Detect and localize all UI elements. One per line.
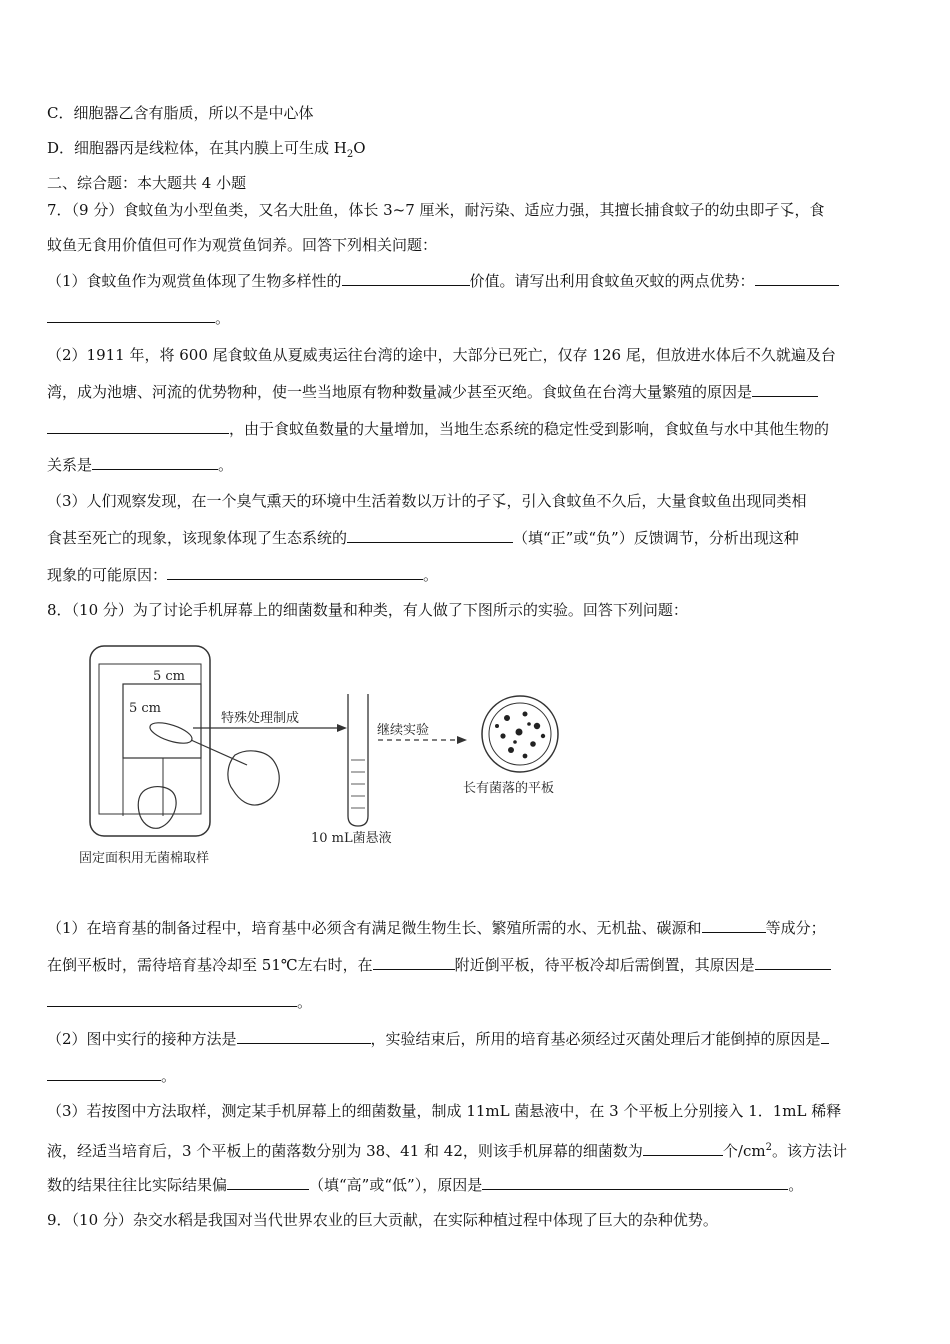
q9-stem: 9．（10 分）杂交水稻是我国对当代世界农业的巨大贡献，在实际种植过程中体现了巨大的杂种优势。 (47, 1211, 718, 1229)
option-d: D．细胞器丙是线粒体，在其内膜上可生成 $H_2O$ (47, 139, 366, 160)
cotton-swab-stick (191, 740, 247, 765)
q8-stem: 8．（10 分）为了讨论手机屏幕上的细菌数量和种类，有人做了下图所示的实验。回答下列问题： (47, 601, 688, 619)
option-c: C．细胞器乙含有脂质，所以不是中心体 (47, 104, 314, 122)
sample-area (123, 684, 201, 758)
answer-blank[interactable] (482, 1175, 788, 1190)
q8-part2-line1: （2）图中实行的接种方法是 ，实验结束后，所用的培育基必须经过灭菌处理后才能倒掉的原因是 (47, 1029, 829, 1049)
q7-part2-line3: ，由于食蚊鱼数量的大量增加，当地生态系统的稳定性受到影响，食蚊鱼与水中其他生物的 (47, 419, 829, 439)
q7-part3-line3: 现象的可能原因： 。 (47, 566, 439, 584)
answer-blank[interactable] (47, 308, 215, 323)
answer-blank[interactable] (342, 271, 470, 286)
label-5cm-left: 5 cm (129, 701, 162, 716)
phone-screen (99, 664, 201, 814)
answer-blank[interactable] (702, 918, 766, 933)
answer-blank[interactable] (47, 1066, 161, 1081)
q8-part1-line1: （1）在培育基的制备过程中，培育基中必须含有满足微生物生长、繁殖所需的水、无机盐、碳源和 等成分； (47, 919, 826, 937)
q7-part1-line1: （1）食蚊鱼作为观赏鱼体现了生物多样性的 价值。请写出利用食蚊鱼灭蚊的两点优势： (47, 271, 839, 291)
answer-blank[interactable] (821, 1029, 829, 1044)
answer-blank[interactable] (643, 1141, 723, 1156)
experiment-figure (75, 640, 595, 875)
answer-blank[interactable] (92, 455, 218, 470)
q7-part3-line2: 食甚至死亡的现象，该现象体现了生态系统的 （填“正”或“负”）反馈调节，分析出现这种 (47, 529, 799, 547)
answer-blank[interactable] (755, 955, 831, 970)
colonies (495, 712, 545, 759)
q8-part2-line2: 。 (47, 1066, 176, 1086)
q8-part1-line2: 在倒平板时，需待培育基冷却至 51℃左右时，在 附近倒平板，待平板冷却后需倒置，其原因是 (47, 955, 831, 975)
phone-label: 固定面积用无菌棉取样 (79, 851, 210, 866)
q7-part2-line2: 湾，成为池塘、河流的优势物种，使一些当地原有物种数量减少甚至灭绝。食蚊鱼在台湾大量繁殖的原因是 (47, 382, 818, 402)
tube-label: 10 mL菌悬液 (311, 831, 392, 846)
arrow-label-2: 继续实验 (377, 723, 430, 738)
q7-part3-line1: （3）人们观察发现，在一个臭气熏天的环境中生活着数以万计的孑孓，引入食蚊鱼不久后，大量食蚊鱼出现同类相 (47, 492, 807, 510)
answer-blank[interactable] (167, 565, 423, 580)
cotton-swab-head (148, 719, 195, 748)
q7-part2-line4: 关系是 。 (47, 456, 234, 474)
arrow-label-1: 特殊处理制成 (221, 711, 300, 726)
q8-part3-line1: （3）若按图中方法取样，测定某手机屏幕上的细菌数量，制成 11mL 菌悬液中，在 3 个平板上分别接入 1．1mL 稀释 (47, 1102, 842, 1120)
label-5cm-top: 5 cm (153, 669, 186, 684)
q7-part2-line1: （2）1911 年，将 600 尾食蚊鱼从夏威夷运往台湾的途中，大部分已死亡，仅存 126 尾，但放进水体后不久就遍及台 (47, 346, 836, 364)
q7-stem-line2: 蚊鱼无食用价值但可作为观赏鱼饲养。回答下列相关问题： (47, 236, 438, 254)
answer-blank[interactable] (47, 992, 297, 1007)
section-heading: 二、综合题：本大题共 4 小题 (47, 174, 247, 192)
q7-part1-line2: 。 (47, 308, 230, 328)
q8-part1-line3: 。 (47, 992, 312, 1012)
answer-blank[interactable] (47, 419, 229, 434)
answer-blank[interactable] (373, 955, 455, 970)
arrowhead-icon (457, 736, 467, 744)
q8-part3-line3: 数的结果往往比实际结果偏 （填“高”或“低”），原因是 。 (47, 1176, 804, 1194)
answer-blank[interactable] (227, 1175, 309, 1190)
plate-label: 长有菌落的平板 (463, 781, 555, 796)
answer-blank[interactable] (347, 528, 513, 543)
answer-blank[interactable] (237, 1029, 371, 1044)
q7-stem-line1: 7．（9 分）食蚊鱼为小型鱼类，又名大肚鱼，体长 3~7 厘米，耐污染、适应力强，其擅长捕食蚊子的幼虫即孑孓，食 (47, 201, 825, 219)
arrowhead-icon (337, 724, 347, 732)
answer-blank[interactable] (752, 382, 818, 397)
hand-icon (228, 751, 279, 805)
q8-part3-line2: 液，经适当培育后，3 个平板上的菌落数分别为 38、41 和 42，则该手机屏幕的细菌数为 个$/cm^2$。该方法计 (47, 1142, 847, 1160)
answer-blank[interactable] (755, 271, 839, 286)
hand-icon (138, 787, 176, 829)
